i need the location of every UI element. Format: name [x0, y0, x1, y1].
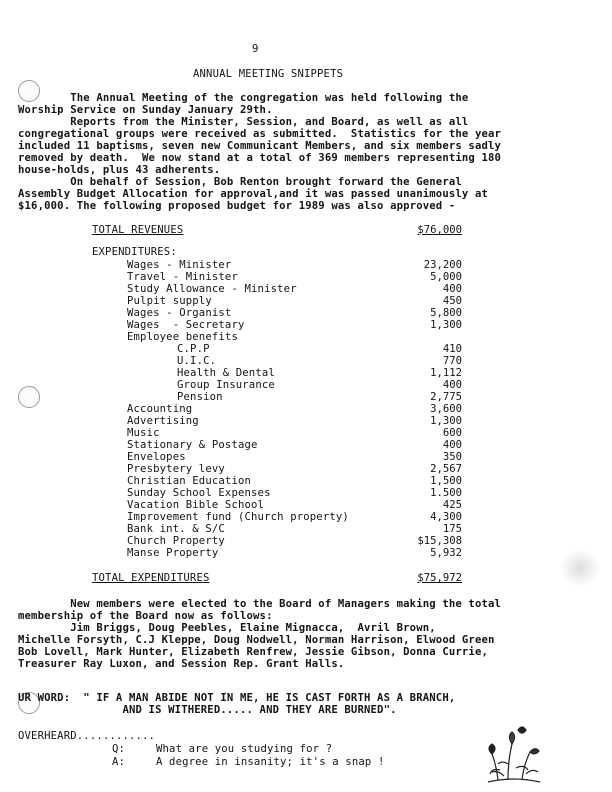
total-expenditures-amount: $75,972: [417, 572, 462, 584]
intro-line: removed by death. We now stand at a total of 369 members representing 180: [18, 152, 502, 164]
intro-line: $16,000. The following proposed budget for 1989 was also approved -: [18, 200, 456, 212]
intro-line: On behalf of Session, Bob Renton brought forward the General: [18, 176, 462, 188]
expenditure-amount: 3,600: [430, 403, 462, 415]
overheard-text: A degree in insanity; it's a snap !: [156, 756, 385, 768]
total-revenues-label: TOTAL REVENUES: [92, 224, 184, 236]
scan-smudge: [560, 548, 600, 588]
members-line: membership of the Board now as follows:: [18, 610, 273, 622]
expenditure-amount: 450: [442, 295, 462, 307]
expenditure-label: Envelopes: [127, 451, 186, 463]
expenditure-amount: 350: [442, 451, 462, 463]
overheard-heading: OVERHEARD............: [18, 730, 156, 742]
intro-line: Assembly Budget Allocation for approval,and it was passed unanimously at: [18, 188, 489, 200]
expenditure-label: U.I.C.: [177, 355, 217, 367]
overheard-speaker: A:: [112, 756, 126, 768]
expenditure-amount: 2,775: [430, 391, 462, 403]
expenditure-amount: 1.500: [430, 487, 462, 499]
expenditure-label: Presbytery levy: [127, 463, 225, 475]
expenditure-amount: 400: [442, 283, 462, 295]
expenditure-amount: 5,000: [430, 271, 462, 283]
expenditure-label: Wages - Secretary: [127, 319, 245, 331]
word-line: AND IS WITHERED..... AND THEY ARE BURNED".: [18, 704, 397, 716]
intro-line: Reports from the Minister, Session, and Board, as well as all: [18, 116, 469, 128]
intro-line: house-holds, plus 43 adherents.: [18, 164, 221, 176]
expenditure-label: Study Allowance - Minister: [127, 283, 297, 295]
expenditure-label: Health & Dental: [177, 367, 275, 379]
expenditure-label: Accounting: [127, 403, 193, 415]
intro-line: Worship Service on Sunday January 29th.: [18, 104, 273, 116]
expenditure-label: C.P.P: [177, 343, 210, 355]
total-revenues-amount: $76,000: [417, 224, 462, 236]
members-line: Bob Lovell, Mark Hunter, Elizabeth Renfrew, Jessie Gibson, Donna Currie,: [18, 646, 489, 658]
expenditure-label: Travel - Minister: [127, 271, 238, 283]
expenditure-label: Employee benefits: [127, 331, 238, 343]
members-line: Jim Briggs, Doug Peebles, Elaine Mignacca, Avril Brown,: [18, 622, 436, 634]
overheard-text: What are you studying for ?: [156, 743, 333, 755]
expenditure-amount: 175: [442, 523, 462, 535]
expenditure-amount: 410: [442, 343, 462, 355]
members-line: Michelle Forsyth, C.J Kleppe, Doug Nodwell, Norman Harrison, Elwood Green: [18, 634, 495, 646]
expenditure-label: Music: [127, 427, 160, 439]
intro-line: included 11 baptisms, seven new Communicant Members, and six members sadly: [18, 140, 502, 152]
expenditure-label: Vacation Bible School: [127, 499, 265, 511]
expenditure-label: Bank int. & S/C: [127, 523, 225, 535]
intro-line: congregational groups were received as submitted. Statistics for the year: [18, 128, 502, 140]
expenditure-label: Wages - Organist: [127, 307, 232, 319]
page-number: 9: [252, 43, 259, 55]
expenditure-amount: 1,300: [430, 415, 462, 427]
expenditure-label: Advertising: [127, 415, 199, 427]
flower-doodle-icon: [478, 720, 548, 786]
expenditure-amount: 1,300: [430, 319, 462, 331]
intro-line: The Annual Meeting of the congregation was held following the: [18, 92, 469, 104]
expenditure-label: Manse Property: [127, 547, 219, 559]
expenditure-amount: 425: [442, 499, 462, 511]
expenditure-label: Pension: [177, 391, 223, 403]
members-line: Treasurer Ray Luxon, and Session Rep. Grant Halls.: [18, 658, 345, 670]
expenditure-label: Group Insurance: [177, 379, 275, 391]
expenditure-label: Church Property: [127, 535, 225, 547]
total-expenditures-label: TOTAL EXPENDITURES: [92, 572, 210, 584]
expenditure-label: Wages - Minister: [127, 259, 232, 271]
expenditure-label: Stationary & Postage: [127, 439, 258, 451]
expenditure-label: Improvement fund (Church property): [127, 511, 349, 523]
members-line: New members were elected to the Board of Managers making the total: [18, 598, 502, 610]
word-line: UR WORD: " IF A MAN ABIDE NOT IN ME, HE IS CAST FORTH AS A BRANCH,: [18, 692, 456, 704]
expenditure-amount: 23,200: [423, 259, 462, 271]
expenditure-amount: 4,300: [430, 511, 462, 523]
overheard-speaker: Q:: [112, 743, 126, 755]
expenditure-amount: 400: [442, 439, 462, 451]
expenditure-amount: 600: [442, 427, 462, 439]
expenditure-label: Christian Education: [127, 475, 252, 487]
punch-hole: [18, 386, 40, 408]
expenditure-amount: 1,112: [430, 367, 462, 379]
expenditures-heading: EXPENDITURES:: [92, 246, 177, 258]
expenditure-label: Sunday School Expenses: [127, 487, 271, 499]
expenditure-amount: 5,800: [430, 307, 462, 319]
page-title: ANNUAL MEETING SNIPPETS: [193, 68, 344, 80]
expenditure-amount: 1,500: [430, 475, 462, 487]
expenditure-amount: 2,567: [430, 463, 462, 475]
expenditure-amount: 770: [442, 355, 462, 367]
expenditure-label: Pulpit supply: [127, 295, 212, 307]
expenditure-amount: $15,308: [417, 535, 462, 547]
expenditure-amount: 400: [442, 379, 462, 391]
expenditure-amount: 5,932: [430, 547, 462, 559]
